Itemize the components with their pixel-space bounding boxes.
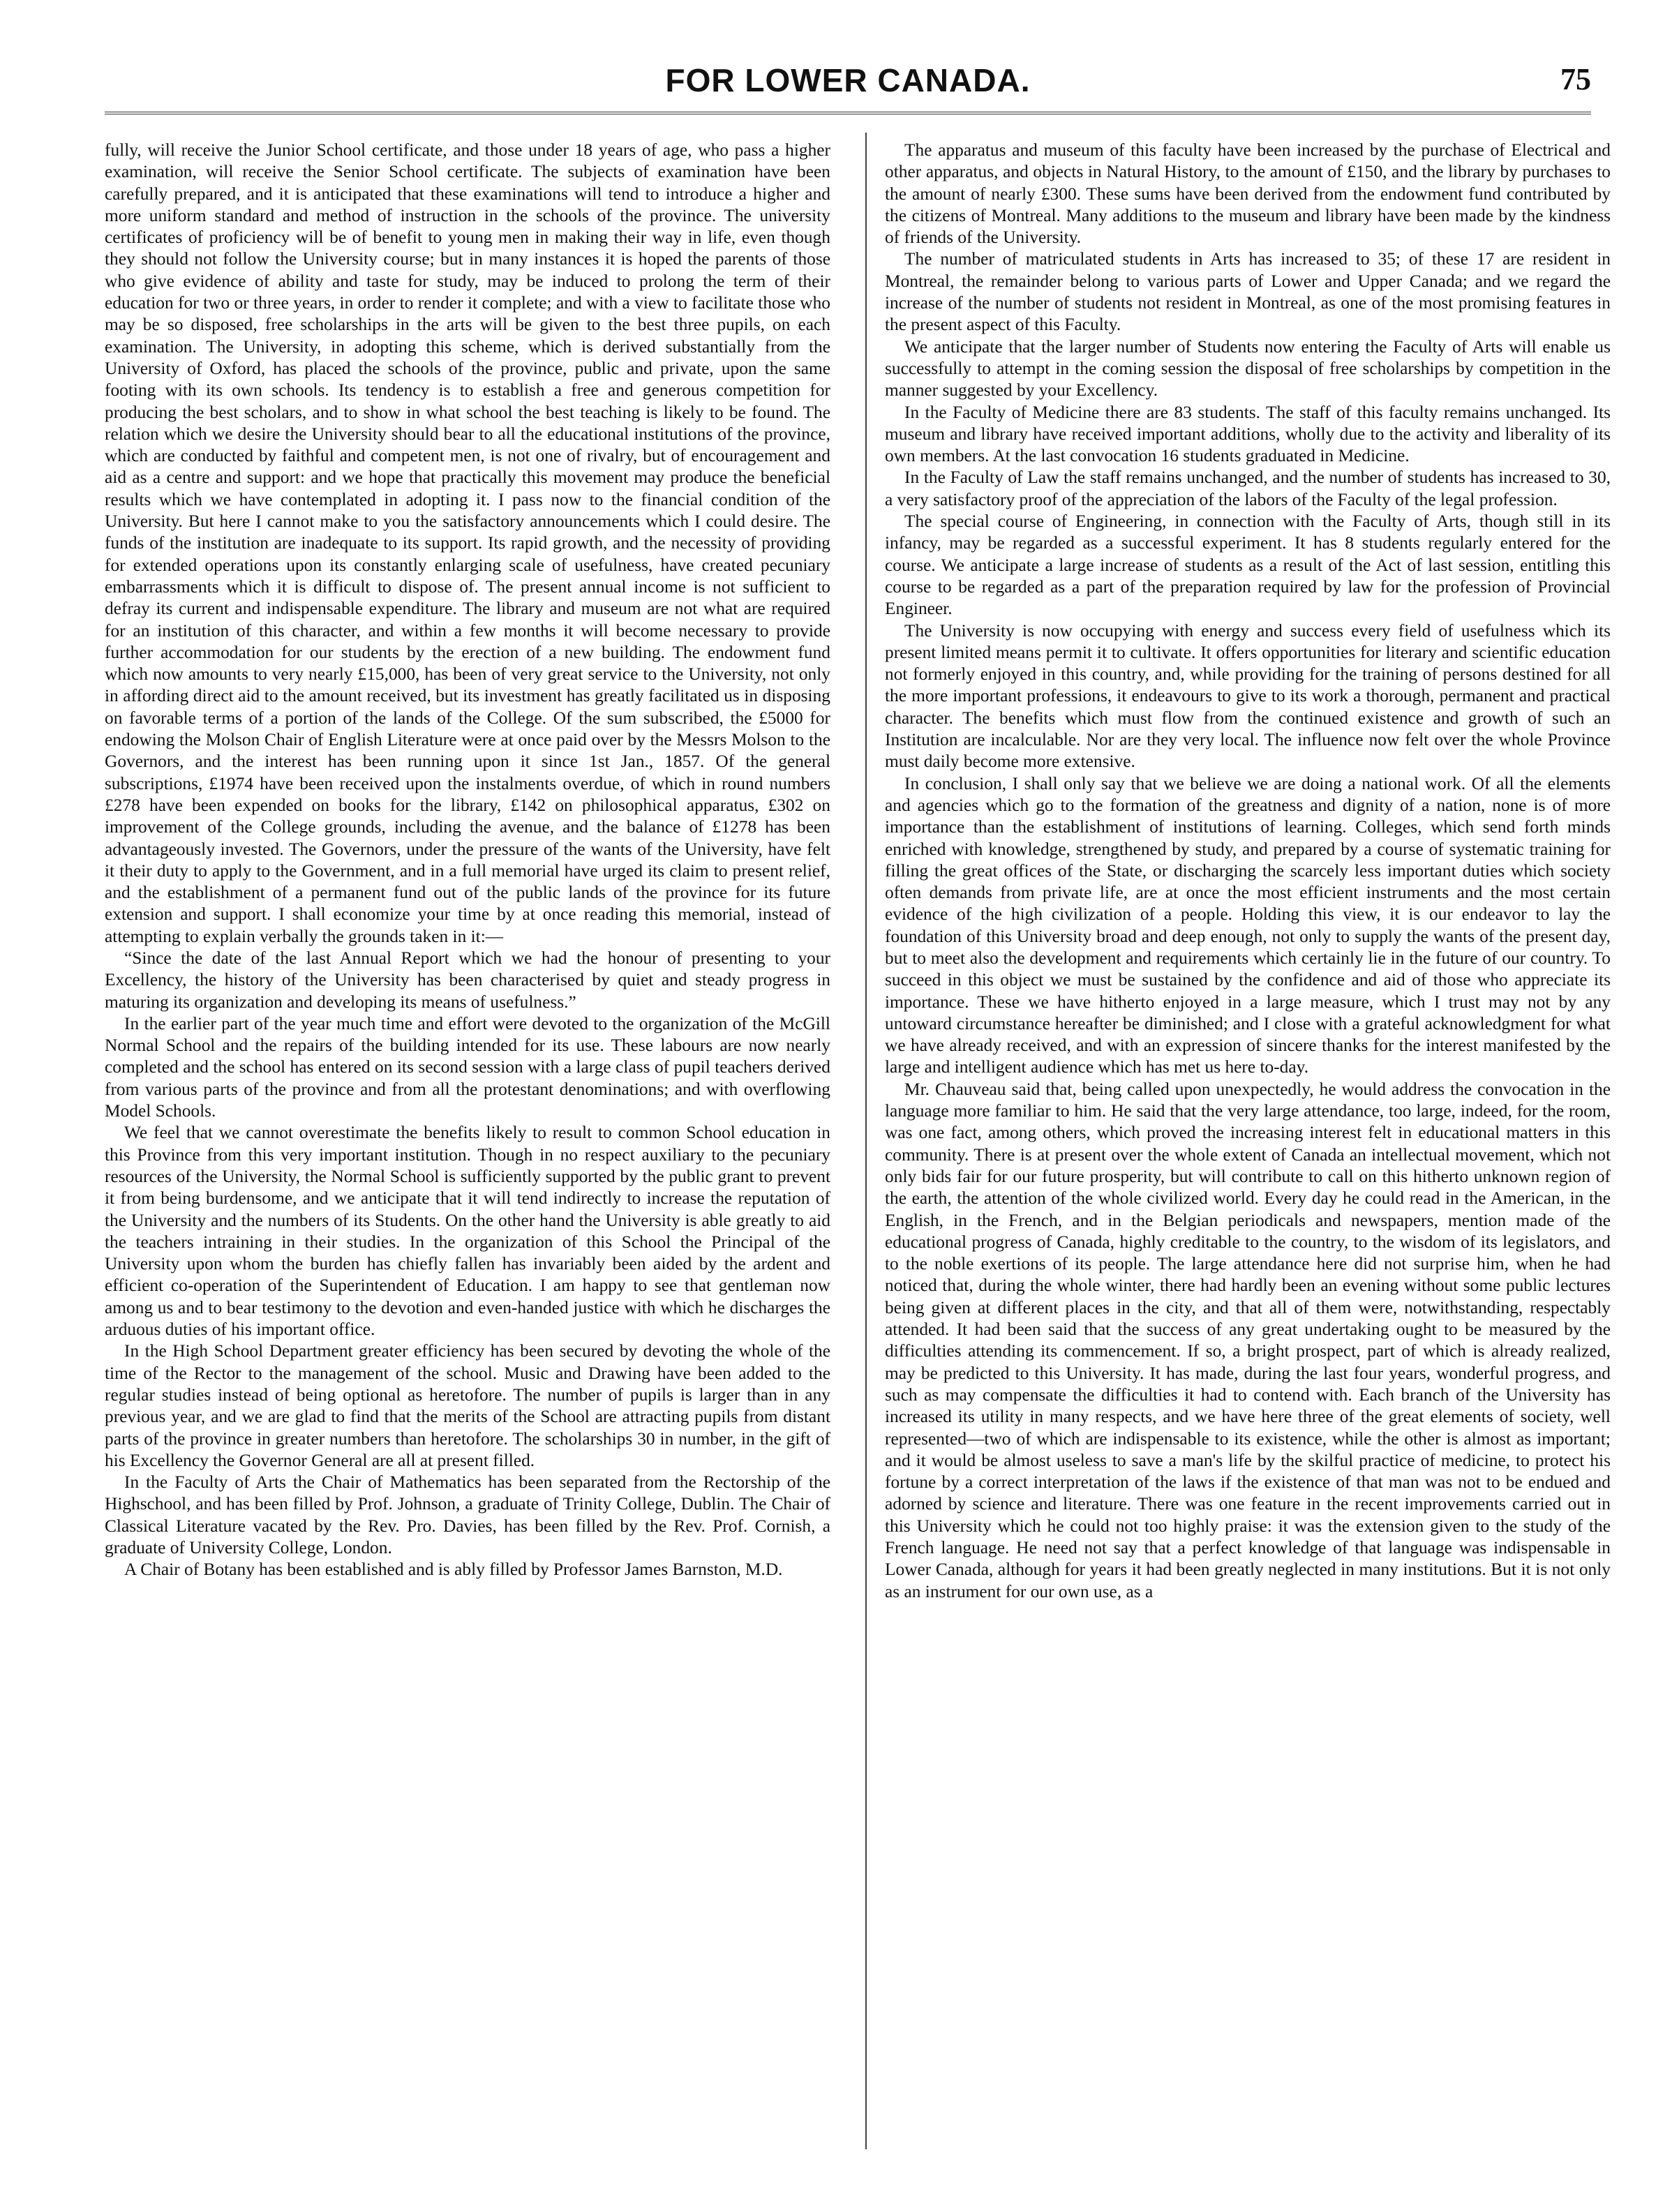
running-title: FOR LOWER CANADA. <box>665 62 1031 98</box>
paragraph: fully, will receive the Junior School certificate, and those under 18 years of age, who pass a higher examination, will receive the Senior School certificate. The subjects of examination have been carefully prepared, and it is anticipated that these examinations will tend to introduce a higher and more uniform standard and method of instruction in the schools of the province. The university certificates of proficiency will be of benefit to young men in making their way in life, even though they should not follow the University course; but in many instances it is hoped the parents of those who give evidence of ability and taste for study, may be induced to prolong the term of their education for two or three years, in order to render it complete; and with a view to facilitate those who may be so disposed, free scholarships in the arts will be given to the best three pupils, on each examination. The University, in adopting this scheme, which is derived substantially from the University of Oxford, has placed the schools of the province, public and private, upon the same footing with its own schools. Its tendency is to establish a free and generous competition for producing the best scholars, and to show in what school the best teaching is likely to be found. The relation which we desire the University should bear to all the educational institutions of the province, which are conducted by faithful and competent men, is not one of rivalry, but of encouragement and aid as a centre and support: and we hope that practically this movement may produce the beneficial results which we have contemplated in adopting it. I pass now to the financial condition of the University. But here I cannot make to you the satisfactory announcements which I could desire. The funds of the institution are inadequate to its support. Its rapid growth, and the necessity of providing for extended operations upon its constantly enlarging scale of usefulness, have created pecuniary embarrassments which it is difficult to dispose of. The present annual income is not sufficient to defray its current and indispensable expenditure. The library and museum are not what are required for an institution of this character, and within a few months it will become necessary to provide further accommodation for our students by the erection of a new building. The endowment fund which now amounts to very nearly £15,000, has been of very great service to the University, not only in affording direct aid to the amount received, but its investment has greatly facilitated us in disposing on favorable terms of a portion of the lands of the College. Of the sum subscribed, the £5000 for endowing the Molson Chair of English Literature were at once paid over by the Messrs Molson to the Governors, and the interest has been running upon it since 1st Jan., 1857. Of the general subscriptions, £1974 have been received upon the instalments overdue, of which in round numbers £278 have been expended on books for the library, £142 on philosophical apparatus, £302 on improvement of the College grounds, including the avenue, and the balance of £1278 has been advantageously invested. The Governors, under the pressure of the wants of the University, have felt it their duty to apply to the Government, and in a full memorial have urged its claim to present relief, and the establishment of a permanent fund out of the public lands of the province for its future extension and support. I shall economize your time by at once reading this memorial, instead of attempting to explain verbally the grounds taken in it:— <box>105 140 830 946</box>
header-rule <box>105 112 1591 114</box>
paragraph: A Chair of Botany has been established and is ably filled by Professor James Barnston, M.D. <box>124 1560 783 1580</box>
paragraph: In the High School Department greater efficiency has been secured by devoting the whole of the time of the Rector to the management of the school. Music and Drawing have been added to the regular studies instead of being optional as heretofore. The number of pupils is larger than in any previous year, and we are glad to find that the merits of the School are attracting pupils from distant parts of the province in greater numbers than heretofore. The scholarships 30 in number, in the gift of his Excellency the Governor General are all at present filled. <box>105 1341 830 1470</box>
paragraph: In conclusion, I shall only say that we believe we are doing a national work. Of all the elements and agencies which go to the formation of the greatness and dignity of a nation, none is of more importance than the establishment of institutions of learning. Colleges, which send forth minds enriched with knowledge, strengthened by study, and prepared by a course of systematic training for filling the great offices of the State, or discharging the scarcely less important duties which society often demands from private life, are at once the most efficient instruments and the most certain evidence of the high civilization of a people. Holding this view, it is our endeavor to lay the foundation of this University broad and deep enough, not only to supply the wants of the present day, but to meet also the development and requirements which certainly lie in the future of our country. To succeed in this object we must be sustained by the confidence and aid of those who appreciate its importance. These we have hitherto enjoyed in a large measure, which I trust may not by any untoward circumstance hereafter be diminished; and I close with a grateful acknowledgment for what we have already received, and with an expression of sincere thanks for the interest manifested by the large and intelligent audience which has met us here to-day. <box>885 773 1611 1077</box>
column-divider <box>865 133 867 2149</box>
paragraph: In the earlier part of the year much time and effort were devoted to the organization of the McGill Normal School and the repairs of the building intended for its use. These labours are now nearly completed and the school has entered on its second session with a large class of pupil teachers derived from various parts of the province and from all the protestant denominations; and with overflowing Model Schools. <box>105 1013 830 1121</box>
paragraph: We feel that we cannot overestimate the benefits likely to result to common School education in this Province from this very important institution. Though in no respect auxiliary to the pecuniary resources of the University, the Normal School is sufficiently supported by the public grant to prevent it from being burdensome, and we anticipate that it will tend indirectly to increase the reputation of the University and the numbers of its Students. On the other hand the University is able greatly to aid the teachers intraining in their studies. In the organization of this School the Principal of the University upon whom the burden has chiefly fallen has invariably been aided by the ardent and efficient co-operation of the Superintendent of Education. I am happy to see that gentleman now among us and to bear testimony to the devotion and even-handed justice with which he discharges the arduous duties of his important office. <box>105 1123 830 1340</box>
page-number: 75 <box>1560 62 1591 96</box>
paragraph: The special course of Engineering, in connection with the Faculty of Arts, though still in its infancy, may be regarded as a successful experiment. It has 8 students regularly entered for the course. We anticipate a large increase of students as a result of the Act of last session, entitling this course to be regarded as a part of the preparation required by law for the profession of Provincial Engineer. <box>885 511 1611 619</box>
paragraph: In the Faculty of Arts the Chair of Mathematics has been separated from the Rectorship of the Highschool, and has been filled by Prof. Johnson, a graduate of Trinity College, Dublin. The Chair of Classical Literature vacated by the Rev. Pro. Davies, has been filled by the Rev. Prof. Cornish, a graduate of University College, London. <box>105 1472 830 1557</box>
page-header <box>105 61 1591 106</box>
paragraph: In the Faculty of Medicine there are 83 students. The staff of this faculty remains unchanged. Its museum and library have received important additions, wholly due to the activity and liberality of its own members. At the last convocation 16 students graduated in Medicine. <box>885 402 1611 466</box>
paragraph: The apparatus and museum of this faculty have been increased by the purchase of Electrical and other apparatus, and objects in Natural History, to the amount of £150, and the library by purchases to the amount of nearly £300. These sums have been derived from the endowment fund contributed by the citizens of Montreal. Many additions to the museum and library have been made by the kindness of friends of the University. <box>885 140 1611 248</box>
paragraph: In the Faculty of Law the staff remains unchanged, and the number of students has increased to 30, a very satisfactory proof of the appreciation of the labors of the Faculty of the legal profession. <box>885 468 1611 509</box>
paragraph: Mr. Chauveau said that, being called upon unexpectedly, he would address the convocation in the language more familiar to him. He said that the very large attendance, too large, indeed, for the room, was one fact, among others, which proved the increasing interest felt in educational matters in this community. There is at present over the whole extent of Canada an intellectual movement, which not only bids fair for our future prosperity, but will contribute to call on this hitherto unknown region of the earth, the attention of the whole civilized world. Every day he could read in the American, in the English, in the French, and in the Belgian periodicals and newspapers, mention made of the educational progress of Canada, highly creditable to the country, to the wisdom of its legislators, and to the noble exertions of its people. The large attendance here did not surprise him, when he had noticed that, during the whole winter, there had hardly been an evening without some public lectures being given at different places in the city, and that all of them were, notwithstanding, respectably attended. It had been said that the success of any great undertaking ought to be measured by the difficulties attending its commencement. If so, a bright prospect, part of which is already realized, may be predicted to this University. It has made, during the last four years, wonderful progress, and such as may compensate the difficulties it had to contend with. Each branch of the University has increased its utility in many respects, and we have here three of the great elements of society, well represented—two of which are indispensable to its existence, while the other is almost as important; and it would be almost useless to save a man's life by the skilful practice of medicine, to protect his fortune by a correct interpretation of the laws if the existence of that man was not to be endued and adorned by science and literature. There was one feature in the recent improvements carried out in this University which he could not too highly praise: it was the extension given to the study of the French language. He need not say that a perfect knowledge of that language was indispensable in Lower Canada, although for years it had been greatly neglected in many institutions. But it is not only as an instrument for our own use, as a <box>885 1079 1611 1601</box>
paragraph: The number of matriculated students in Arts has increased to 35; of these 17 are resident in Montreal, the remainder belong to various parts of Lower and Upper Canada; and we regard the increase of the number of students not resident in Montreal, as one of the most promising features in the present aspect of this Faculty. <box>885 249 1611 335</box>
paragraph: The University is now occupying with energy and success every field of usefulness which its present limited means permit it to cultivate. It offers opportunities for literary and scientific education not formerly enjoyed in this country, and, while providing for the training of persons destined for all the more important professions, it endeavours to give to its work a thorough, permanent and practical character. The benefits which must flow from the continued existence and growth of such an Institution are incalculable. Nor are they very local. The influence now felt over the whole Province must daily become more extensive. <box>885 620 1611 772</box>
right-column <box>885 140 1611 2149</box>
paragraph: “Since the date of the last Annual Report which we had the honour of presenting to your Excellency, the history of the University has been characterised by quiet and steady progress in maturing its organization and developing its means of usefulness.” <box>105 948 830 1012</box>
left-column <box>105 140 830 2149</box>
paragraph: We anticipate that the larger number of Students now entering the Faculty of Arts will enable us successfully to attempt in the coming session the disposal of free scholarships by competition in the manner suggested by your Excellency. <box>885 336 1611 401</box>
